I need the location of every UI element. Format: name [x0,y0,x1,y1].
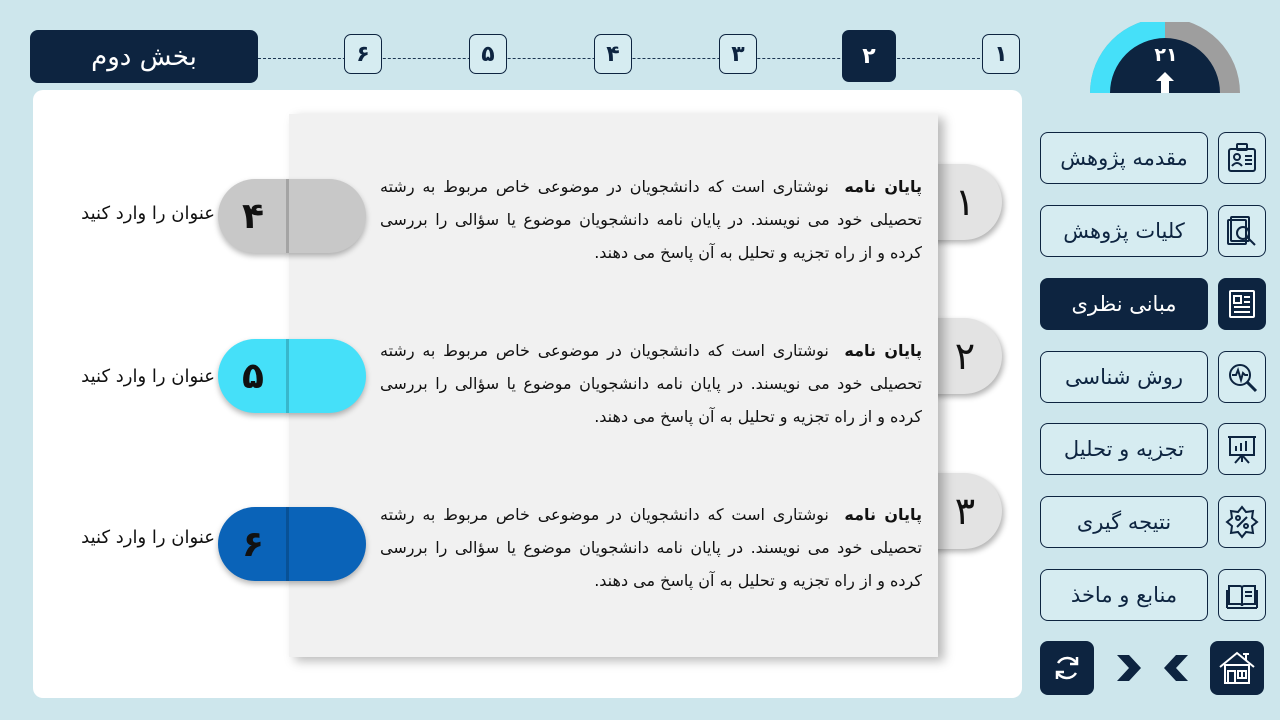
sidebar-item-generalities[interactable]: کلیات پژوهش [1040,205,1208,257]
description-text: نوشتاری است که دانشجویان در موضوعی خاص مربوط به رشته تحصیلی خود می نویسند. در پایان نامه دانشجویان موضوع یا سؤالی را بررسی کرده و از راه تجزیه و تحلیل به آن پاسخ می دهند. [380,505,922,590]
refresh-button[interactable] [1040,641,1094,695]
presentation-chart-icon[interactable] [1218,423,1266,475]
title-pill[interactable] [218,507,366,581]
step-2[interactable]: ۲ [842,30,896,82]
pill-title-label[interactable]: عنوان را وارد کنید [81,366,215,387]
document-search-icon[interactable] [1218,205,1266,257]
pill-number: ۶ [242,523,264,565]
step-6[interactable]: ۶ [344,34,382,74]
description-paragraph [380,170,922,269]
id-card-icon[interactable] [1218,132,1266,184]
open-book-icon[interactable] [1218,569,1266,621]
pill-number: ۵ [242,355,264,397]
pill-divider [286,507,289,581]
description-keyword: پایان نامه [844,177,922,196]
percent-badge-icon[interactable] [1218,496,1266,548]
description-text: نوشتاری است که دانشجویان در موضوعی خاص مربوط به رشته تحصیلی خود می نویسند. در پایان نامه دانشجویان موضوع یا سؤالی را بررسی کرده و از راه تجزیه و تحلیل به آن پاسخ می دهند. [380,341,922,426]
next-button[interactable] [1111,651,1145,685]
description-paragraph [380,498,922,597]
step-5[interactable]: ۵ [469,34,507,74]
pill-title-label[interactable]: عنوان را وارد کنید [81,527,215,548]
sidebar-item-methodology[interactable]: روش شناسی [1040,351,1208,403]
title-pill[interactable] [218,339,366,413]
newspaper-icon[interactable] [1218,278,1266,330]
sidebar-item-introduction[interactable]: مقدمه پژوهش [1040,132,1208,184]
previous-button[interactable] [1160,651,1194,685]
chevron-right-icon [1113,653,1143,683]
sidebar-item-conclusion[interactable]: نتیجه گیری [1040,496,1208,548]
pill-divider [286,339,289,413]
item-number-tab: ۳ [920,473,1002,549]
step-4[interactable]: ۴ [594,34,632,74]
step-3[interactable]: ۳ [719,34,757,74]
pill-divider [286,179,289,253]
home-icon [1217,649,1257,687]
home-button[interactable] [1210,641,1264,695]
refresh-icon [1050,651,1084,685]
step-1[interactable]: ۱ [982,34,1020,74]
sidebar-item-theory[interactable]: مبانی نظری [1040,278,1208,330]
magnifier-pulse-icon[interactable] [1218,351,1266,403]
section-title: بخش دوم [30,30,258,83]
title-pill[interactable] [218,179,366,253]
gauge-value: ۲۱ [1154,44,1178,66]
description-keyword: پایان نامه [844,505,922,524]
description-keyword: پایان نامه [844,341,922,360]
pill-title-label[interactable]: عنوان را وارد کنید [81,203,215,224]
item-number-tab: ۱ [920,164,1002,240]
item-number-tab: ۲ [920,318,1002,394]
description-paragraph [380,334,922,433]
chevron-left-icon [1162,653,1192,683]
sidebar-item-analysis[interactable]: تجزیه و تحلیل [1040,423,1208,475]
sidebar-item-references[interactable]: منابع و ماخذ [1040,569,1208,621]
pill-number: ۴ [242,195,264,237]
description-text: نوشتاری است که دانشجویان در موضوعی خاص مربوط به رشته تحصیلی خود می نویسند. در پایان نامه دانشجویان موضوع یا سؤالی را بررسی کرده و از راه تجزیه و تحلیل به آن پاسخ می دهند. [380,177,922,262]
